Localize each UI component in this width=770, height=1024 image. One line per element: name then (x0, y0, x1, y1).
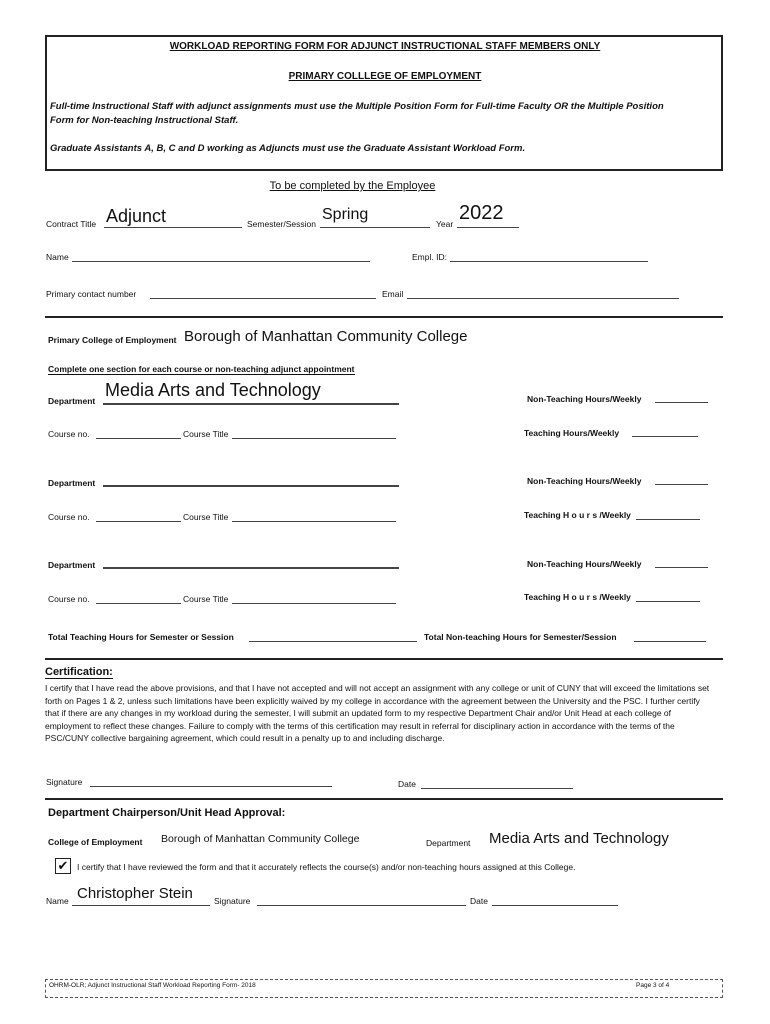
department-field-3[interactable] (103, 567, 399, 569)
contact-label: Primary contact number (46, 289, 137, 299)
year-label: Year (436, 219, 454, 229)
approval-signature-field[interactable] (257, 905, 466, 906)
certification-date-label: Date (398, 779, 416, 789)
contract-title-field[interactable] (104, 227, 242, 228)
teaching-field-3[interactable] (636, 601, 700, 602)
note-fulltime: Full-time Instructional Staff with adjunct assignments must use the Multiple Position Form for Full-time Faculty OR the Multiple Position (50, 101, 664, 112)
course-no-field-2[interactable] (96, 521, 181, 522)
approval-name-field[interactable] (72, 905, 210, 906)
nonteaching-field-3[interactable] (655, 567, 708, 568)
approval-college-value: Borough of Manhattan Community College (161, 833, 360, 845)
nonteaching-label-3: Non-Teaching Hours/Weekly (527, 559, 642, 569)
contract-title-value: Adjunct (106, 206, 167, 226)
teaching-label-3: Teaching H o u r s /Weekly (524, 592, 631, 602)
approval-checkbox[interactable]: ✔ (55, 858, 71, 874)
divider-3 (45, 798, 723, 800)
department-field-2[interactable] (103, 485, 399, 487)
nonteaching-label-2: Non-Teaching Hours/Weekly (527, 476, 642, 486)
approval-department-value: Media Arts and Technology (489, 830, 669, 847)
footer-left: OHRM-OLR; Adjunct Instructional Staff Workload Reporting Form- 2018 (49, 982, 256, 989)
total-teaching-field[interactable] (249, 641, 417, 642)
teaching-label-1: Teaching Hours/Weekly (524, 428, 620, 438)
course-no-field-3[interactable] (96, 603, 181, 604)
approval-title: Department Chairperson/Unit Head Approval: (48, 807, 286, 819)
total-nonteaching-field[interactable] (634, 641, 706, 642)
course-no-label-1: Course no. (48, 429, 90, 439)
approval-date-label: Date (470, 896, 488, 906)
note-graduate: Graduate Assistants A, B, C and D working as Adjuncts must use the Graduate Assistant Workload Form. (50, 143, 526, 154)
footer-page-number: Page 3 of 4 (636, 982, 670, 989)
primary-college-label: Primary College of Employment (48, 335, 177, 345)
department-label-3: Department (48, 560, 96, 570)
certification-title: Certification: (45, 666, 113, 678)
course-title-label-1: Course Title (183, 429, 229, 439)
teaching-field-2[interactable] (636, 519, 700, 520)
course-title-label-3: Course Title (183, 594, 229, 604)
nonteaching-field-2[interactable] (655, 484, 708, 485)
nonteaching-field-1[interactable] (655, 402, 708, 403)
email-label: Email (382, 289, 404, 299)
name-label: Name (46, 252, 69, 262)
email-field[interactable] (407, 298, 679, 299)
certification-signature-label: Signature (46, 777, 83, 787)
course-title-field-3[interactable] (232, 603, 396, 604)
certification-date-field[interactable] (421, 788, 573, 789)
primary-college-value: Borough of Manhattan Community College (184, 328, 468, 345)
course-title-label-2: Course Title (183, 512, 229, 522)
form-title: WORKLOAD REPORTING FORM FOR ADJUNCT INSTRUCTIONAL STAFF MEMBERS ONLY (169, 41, 601, 52)
nonteaching-label-1: Non-Teaching Hours/Weekly (527, 394, 642, 404)
approval-name-label: Name (46, 896, 69, 906)
approval-signature-label: Signature (214, 896, 251, 906)
form-subtitle: PRIMARY COLLLEGE OF EMPLOYMENT (288, 71, 482, 82)
course-no-label-2: Course no. (48, 512, 90, 522)
divider-1 (45, 316, 723, 318)
contract-title-label: Contract Title (46, 219, 97, 229)
department-label-1: Department (48, 396, 96, 406)
teaching-field-1[interactable] (632, 436, 698, 437)
certification-text: I certify that I have read the above provisions, and that I have not accepted and will not accept an assignment with any college or unit of CUNY that will exceed the limitations set forth on Pages 1 & 2, unless such limitations have been explicitly waived by my college in accordance with the agreement between the University and the PSC. I further certify that if there are any changes in my workload during the semester, I will submit an updated form to my respective Department Chair and/or Unit Head at each college of employment to reflect these changes. Failure to comply with the terms of this certification may result in referral for disciplinary action in accordance with the terms of the PSC/CUNY collective bargaining agreement, which could result in a penalty up to and including discharge. (45, 683, 710, 743)
divider-2 (45, 658, 723, 660)
course-no-label-3: Course no. (48, 594, 90, 604)
approval-college-label: College of Employment (48, 837, 143, 847)
name-field[interactable] (72, 261, 370, 262)
approval-date-field[interactable] (492, 905, 618, 906)
course-title-field-1[interactable] (232, 438, 396, 439)
approval-name-value: Christopher Stein (77, 885, 193, 902)
approval-department-label: Department (426, 838, 471, 848)
year-value: 2022 (459, 202, 504, 224)
semester-field[interactable] (320, 227, 430, 228)
note-fulltime-cont: Form for Non-teaching Instructional Staff. (50, 115, 239, 126)
section-instruction: Complete one section for each course or non-teaching adjunct appointment (48, 364, 355, 374)
course-no-field-1[interactable] (96, 438, 181, 439)
total-nonteaching-label: Total Non-teaching Hours for Semester/Session (424, 632, 617, 642)
year-field[interactable] (457, 227, 519, 228)
contact-field[interactable] (150, 298, 376, 299)
course-title-field-2[interactable] (232, 521, 396, 522)
certification-signature-field[interactable] (90, 786, 332, 787)
semester-value: Spring (322, 206, 369, 223)
department-field-1[interactable] (103, 403, 399, 405)
approval-check-text: I certify that I have reviewed the form and that it accurately reflects the course(s) and/or non-teaching hours assigned at this College. (77, 862, 576, 872)
department-value-1: Media Arts and Technology (105, 380, 321, 400)
empl-id-field[interactable] (450, 261, 648, 262)
teaching-label-2: Teaching H o u r s /Weekly (524, 510, 631, 520)
employee-section-title: To be completed by the Employee (269, 180, 436, 192)
department-label-2: Department (48, 478, 96, 488)
total-teaching-label: Total Teaching Hours for Semester or Session (48, 632, 234, 642)
empl-id-label: Empl. ID: (412, 252, 447, 262)
semester-label: Semester/Session (247, 219, 316, 229)
